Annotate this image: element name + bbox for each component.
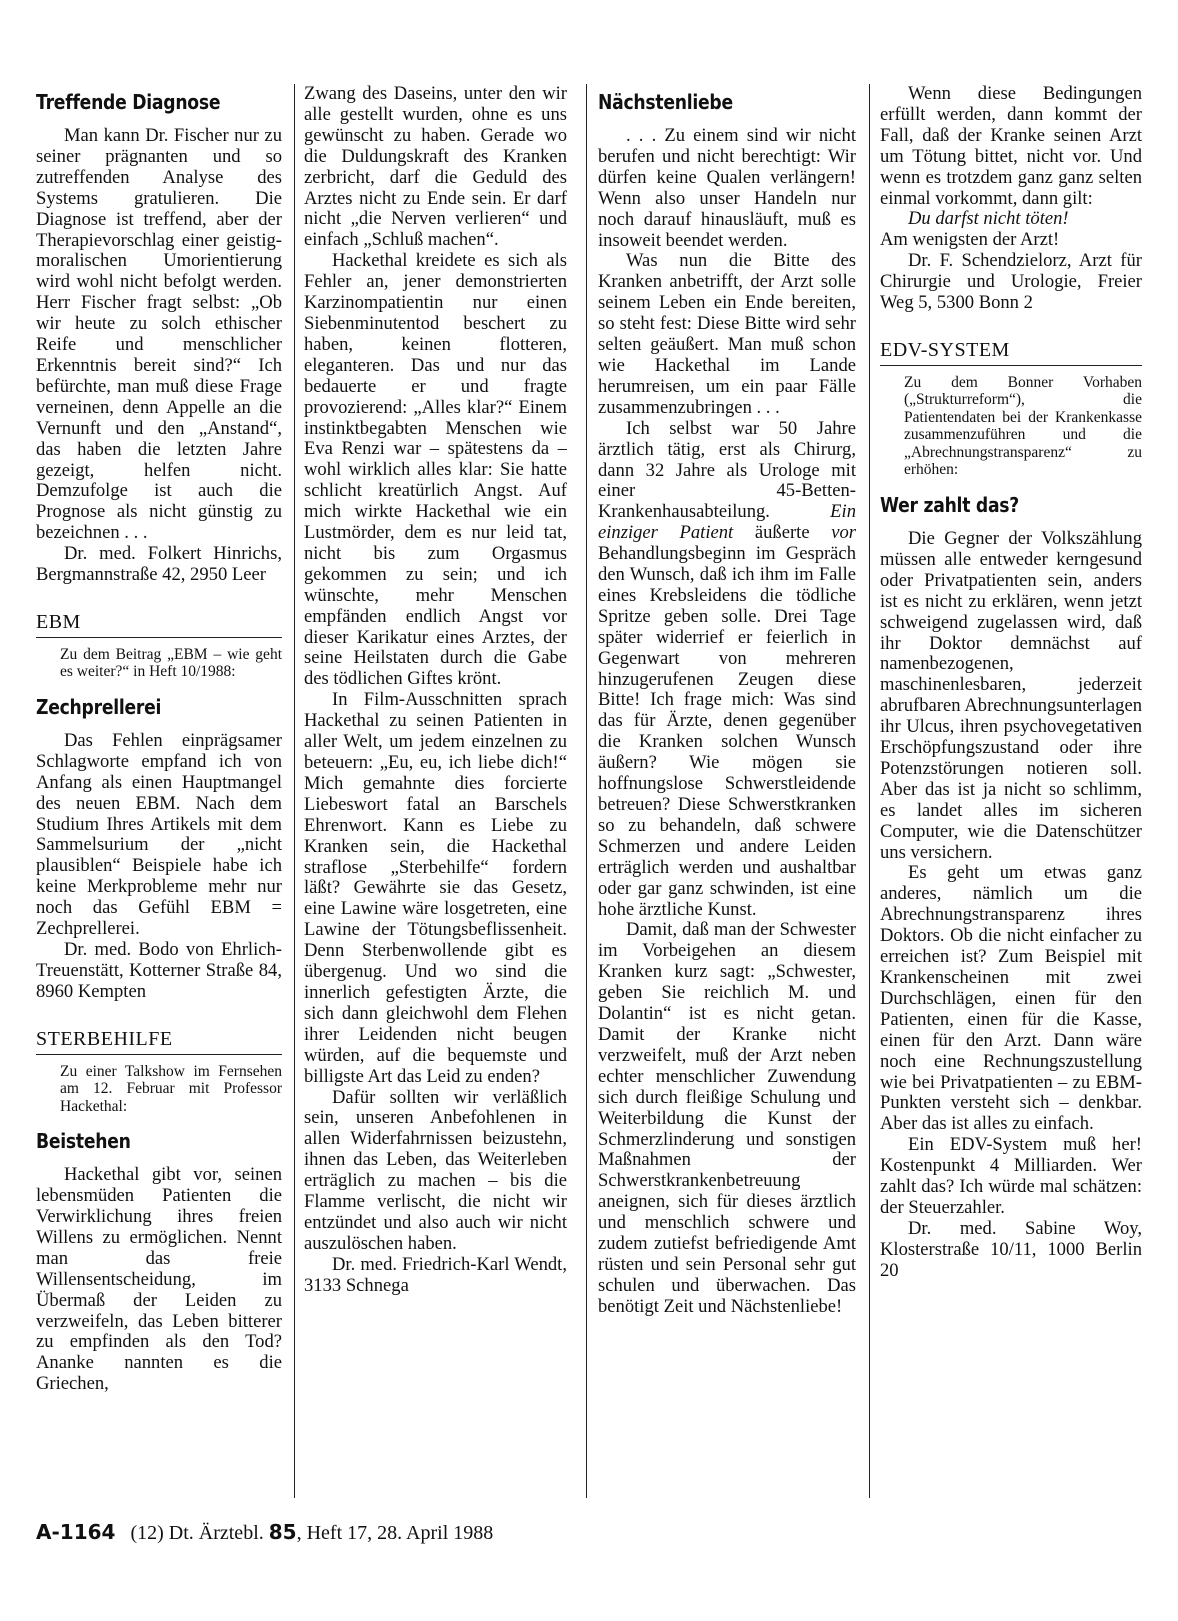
- section-kicker-sterbehilfe: STERBEHILFE: [36, 1027, 173, 1050]
- letter-text: Man kann Dr. Fischer nur zu seiner prägnanten und so zutreffenden Analyse des Systems gratulieren. Die Diagnose ist treffend, aber der Therapievorschlag einer geistig-moralischen Umorientierung wird wohl nicht befolgt werden. Herr Fischer fragt selbst: „Ob wir heute zu solch ethischer Reife und menschlicher Erkenntnis bereit sind?“ Ich befürchte, man muß diese Frage verneinen, denn Appelle an die Vernunft und den „Anstand“, das haben die letzten Jahre gezeigt, helfen nicht. Demzufolge ist auch die Prognose als nicht günstig zu bezeichnen . . .: [36, 125, 282, 544]
- column-rule: [869, 84, 870, 1498]
- column-rule: [586, 84, 587, 1498]
- letter-text: Dafür sollten wir verläßlich sein, unseren Anbefohlenen in allen Widerfahrnissen beizustehn, ihnen das Leben, das Weiterleben erträglich zu machen – bis die Flamme verlischt, die nicht wir entzündet und also auch wir nicht auszulöschen haben.: [304, 1086, 567, 1254]
- letter-text: Was nun die Bitte des Kranken anbetrifft, der Arzt solle seinem Leben ein Ende bereiten, so steht fest: Diese Bitte wird sehr selten geäußert. Man muß schon wie Hackethal im Lande herumreisen, um ein paar Fälle zusammenzubringen . . .: [598, 250, 856, 418]
- volume-number: 85: [268, 1520, 297, 1544]
- column-4: [880, 84, 1142, 1498]
- letter-text: Wenn diese Bedingungen erfüllt werden, dann kommt der Fall, daß der Kranke seinen Arzt um Tötung bittet, nicht vor. Und wenn es trotzdem ganz ganz selten einmal vorkommt, dann gilt:: [880, 84, 1142, 209]
- text-run: äußerte: [733, 522, 832, 544]
- text-run: Ich selbst war 50 Jahre ärztlich tätig, erst als Chirurg, dann 32 Jahre als Urologe mit einer 45-Betten-Krankenhausabteilung.: [598, 417, 856, 523]
- page-footer: [36, 1520, 493, 1545]
- letter-signature: Dr. med. Bodo von Ehrlich-Treuenstätt, Kotterner Straße 84, 8960 Kempten: [36, 939, 282, 1002]
- heading-zechprellerei: Zechprellerei: [36, 694, 162, 719]
- section-kicker-edv: EDV-SYSTEM: [880, 338, 1010, 361]
- letter-text: Ein EDV-System muß her! Kostenpunkt 4 Milliarden. Wer zahlt das? Ich würde mal schätzen: der Steuerzahler.: [880, 1134, 1142, 1218]
- letter-text: Es geht um etwas ganz anderes, nämlich um die Abrechnungstransparenz ihres Doktors. Ob die nicht einfacher zu erreichen ist? Zum Beispiel mit Krankenscheinen mit zwei Durchschlägen, einen für den Patienten, einen für die Kasse, einen für den Arzt. Dann wäre noch eine Rechnungszustellung wie bei Privatpatienten – zu EBM-Punkten versteht sich – denkbar. Aber das ist alles zu einfach.: [880, 862, 1142, 1135]
- kicker-underline: [36, 1054, 282, 1055]
- letter-text: Die Gegner der Volkszählung müssen alle entweder kerngesund oder Privatpatienten sein, anders ist es nicht zu erklären, wenn jetzt schweigend zugelassen wird, daß ihr Doktor demnächst auf namenbezogenen, maschinenlesbaren, jederzeit abrufbaren Abrechnungsunterlagen ihr Ulcus, ihren psychovegetativen Erschöpfungszustand oder ihre Potenzstörungen notieren soll. Aber das ist ja nicht so schlimm, es landet alles im sicheren Computer, wie die Datenschützer uns versichern.: [880, 527, 1142, 863]
- kicker-underline: [36, 637, 282, 638]
- letter-signature: Dr. F. Schendzielorz, Arzt für Chirurgie und Urologie, Freier Weg 5, 5300 Bonn 2: [880, 250, 1142, 314]
- letter-text: Hackethal gibt vor, seinen lebensmüden Patienten die Verwirklichung ihres freien Willens zu ermöglichen. Nennt man das freie Willensentscheidung, im Übermaß der Leiden zu verzweifeln, das Leben bitterer zu empfinden als den Tod? Ananke nannten es die Griechen,: [36, 1164, 282, 1395]
- letter-text: Am wenigsten der Arzt!: [880, 229, 1060, 251]
- quote: Du darfst nicht töten!: [908, 208, 1069, 230]
- letter-text: In Film-Ausschnitten sprach Hackethal zu seinen Patienten in aller Welt, um jedem einzelnen zu beteuern: „Eu, eu, ich liebe dich!“ Mich gemahnte dies forcierte Liebeswort fatal an Barschels Ehrenwort. Kann es Liebe zu Kranken sein, die Hackethal straflose „Sterbehilfe“ fordern läßt? Gewährte sie das Gesetz, eine Lawine wäre losgetreten, eine Lawine der Tötungsbeflissenheit. Denn Sterbenwollende gibt es übergenug. Und wo sind die innerlich gefestigten Ärzte, die sich dann gleichwohl dem Flehen ihrer Leidenden nicht beugen würden, auf die bequemste und billigste Art das Leid zu enden?: [304, 689, 567, 1087]
- heading-beistehen: Beistehen: [36, 1129, 131, 1154]
- letter-text: Hackethal kreidete es sich als Fehler an, jener demonstrierten Karzinompatientin nur einen Siebenminutentod beschert zu haben, keinen flotteren, eleganteren. Das und nur das bedauerte er und fragte provozierend: „Alles klar?“ Einem instinktbegabten Menschen wie Eva Renzi war – spätestens da – wohl wirklich alles klar: Sie hatte schlicht kreatürlich Angst. Auf mich wirkte Hackethal wie ein Lustmörder, dem es nur leid tat, nicht bis zum Orgasmus gekommen zu sein; und ich wünschte, mehr Menschen empfänden endlich Angst vor dieser Karikatur eines Arztes, der seine Heilstaten durch die Gabe des tödlichen Giftes krönt.: [304, 250, 567, 690]
- section-kicker-ebm: EBM: [36, 610, 81, 633]
- text-run: Behandlungsbeginn im Gespräch den Wunsch, daß ich ihm im Falle eines Krebsleidens die tödliche Spritze geben solle. Drei Tage später widerrief er feierlich in Gegenwart von mehreren hinzugerufenen Zeugen diese Bitte! Ich frage mich: Was sind das für Ärzte, denen gegenüber die Kranken solchen Wunsch äußern? Wie mögen sie hoffnungslose Schwerstleidende betreuen? Diese Schwerstkranken so zu behandeln, daß schwere Schmerzen und andere Leiden erträglich werden und aushaltbar oder gar ganz schwinden, ist eine hohe ärztliche Kunst.: [598, 543, 856, 920]
- section-intro: Zu einer Talkshow im Fernsehen am 12. Februar mit Professor Hackethal:: [60, 1062, 282, 1115]
- footer-text: (12) Dt. Ärztebl.: [130, 1522, 269, 1544]
- letter-signature: Dr. med. Sabine Woy, Klosterstraße 10/11, 1000 Berlin 20: [880, 1217, 1142, 1281]
- heading-naechstenliebe: Nächstenliebe: [598, 90, 733, 114]
- kicker-underline: [880, 365, 1142, 366]
- page-number: A-1164: [36, 1520, 116, 1544]
- column-3: [598, 84, 856, 1498]
- emphasis: vor: [831, 522, 856, 544]
- letter-text: . . . Zu einem sind wir nicht berufen und nicht berechtigt: Wir dürfen keine Qualen verlängern! Wenn also unser Handeln nur noch darauf hinausläuft, muß es insoweit beendet werden.: [598, 125, 856, 251]
- column-2: [304, 84, 567, 1498]
- letter-text: [598, 419, 856, 921]
- letter-signature: Dr. med. Friedrich-Karl Wendt, 3133 Schnega: [304, 1253, 567, 1296]
- letter-text: Zwang des Daseins, unter den wir alle gestellt wurden, ohne es uns gewünscht zu haben. Gerade wo die Duldungskraft des Kranken zerbricht, darf die Geduld des Arztes nicht zu Ende sein. Er darf nicht „die Nerven verlieren“ und einfach „Schluß machen“.: [304, 84, 567, 251]
- heading-treffende-diagnose: Treffende Diagnose: [36, 90, 221, 114]
- letter-signature: Dr. med. Folkert Hinrichs, Bergmannstraße 42, 2950 Leer: [36, 543, 282, 586]
- column-rule: [294, 84, 295, 1498]
- footer-text: , Heft 17, 28. April 1988: [296, 1522, 494, 1544]
- section-intro: Zu dem Beitrag „EBM – wie geht es weiter?“ in Heft 10/1988:: [60, 645, 282, 681]
- section-intro: Zu dem Bonner Vorhaben („Strukturreform“), die Patientendaten bei der Krankenkasse zusammenzuführen und die „Abrechnungstransparenz“ zu erhöhen:: [904, 373, 1142, 479]
- letter-text: Das Fehlen einprägsamer Schlagworte empfand ich von Anfang als einen Hauptmangel des neuen EBM. Nach dem Studium Ihres Artikels mit dem Sammelsurium der „nicht plausiblen“ Beispiele habe ich keine Merkprobleme mehr nur noch das Gefühl EBM = Zechprellerei.: [36, 729, 282, 940]
- emphasis: Ein einziger Patient: [598, 501, 856, 544]
- heading-wer-zahlt-das: Wer zahlt das?: [880, 492, 1019, 517]
- letter-text: Damit, daß man der Schwester im Vorbeigehen an diesem Kranken kurz sagt: „Schwester, geben Sie reichlich M. und Dolantin“ ist es nicht getan. Damit der Kranke nicht verzweifelt, muß der Arzt neben echter menschlicher Zuwendung sich durch fleißige Schulung und Weiterbildung die Kunst der Schmerzlinderung und sonstigen Maßnahmen der Schwerstkrankenbetreuung aneignen, sich für dieses ärztlich und menschlich schwere und zudem zutiefst befriedigende Amt rüsten und sein Personal sehr gut schulen und überwachen. Das benötigt Zeit und Nächstenliebe!: [598, 919, 856, 1317]
- column-1: [36, 84, 282, 1498]
